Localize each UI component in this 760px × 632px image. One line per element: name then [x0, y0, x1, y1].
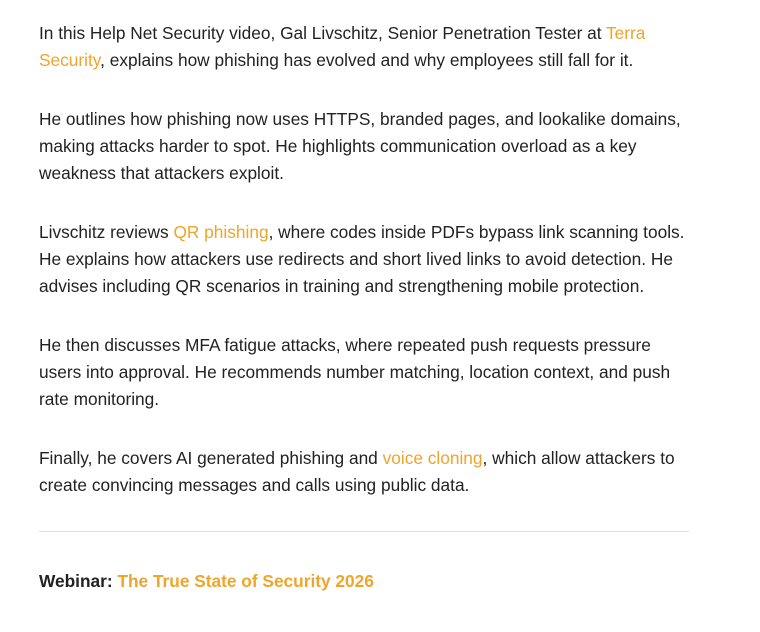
paragraph-intro [39, 20, 689, 74]
webinar-promo [39, 568, 689, 595]
paragraph-https [39, 106, 689, 187]
paragraph-ai-text-after: , which allow attackers to create convincing messages and calls using public data. [39, 448, 675, 495]
paragraph-intro-text-after: , explains how phishing has evolved and why employees still fall for it. [100, 50, 634, 70]
paragraph-https-text: He outlines how phishing now uses HTTPS, branded pages, and lookalike domains, making attacks harder to spot. He highlights communication overload as a key weakness that attackers exploit. [39, 109, 681, 183]
voice-cloning-link[interactable]: voice cloning [382, 448, 483, 468]
paragraph-mfa-text: He then discusses MFA fatigue attacks, where repeated push requests pressure users into approval. He recommends number matching, location context, and push rate monitoring. [39, 335, 671, 409]
qr-phishing-link[interactable]: QR phishing [173, 222, 269, 242]
paragraph-qr-text-after: , where codes inside PDFs bypass link scanning tools. He explains how attackers use redirects and short lived links to avoid detection. He advises including QR scenarios in training and strengthening mobile protection. [39, 222, 685, 296]
paragraph-qr-text-before: Livschitz reviews [39, 222, 174, 242]
webinar-link[interactable]: The True State of Security 2026 [117, 571, 374, 591]
webinar-label: Webinar: [39, 571, 118, 591]
paragraph-qr [39, 219, 689, 300]
paragraph-mfa [39, 332, 689, 413]
paragraph-intro-text-before: In this Help Net Security video, Gal Livschitz, Senior Penetration Tester at [39, 23, 607, 43]
paragraph-ai-text-before: Finally, he covers AI generated phishing and [39, 448, 383, 468]
terra-security-link[interactable]: Terra Security [39, 23, 646, 70]
section-divider [39, 531, 689, 532]
article-body [39, 20, 689, 595]
paragraph-ai [39, 445, 689, 499]
